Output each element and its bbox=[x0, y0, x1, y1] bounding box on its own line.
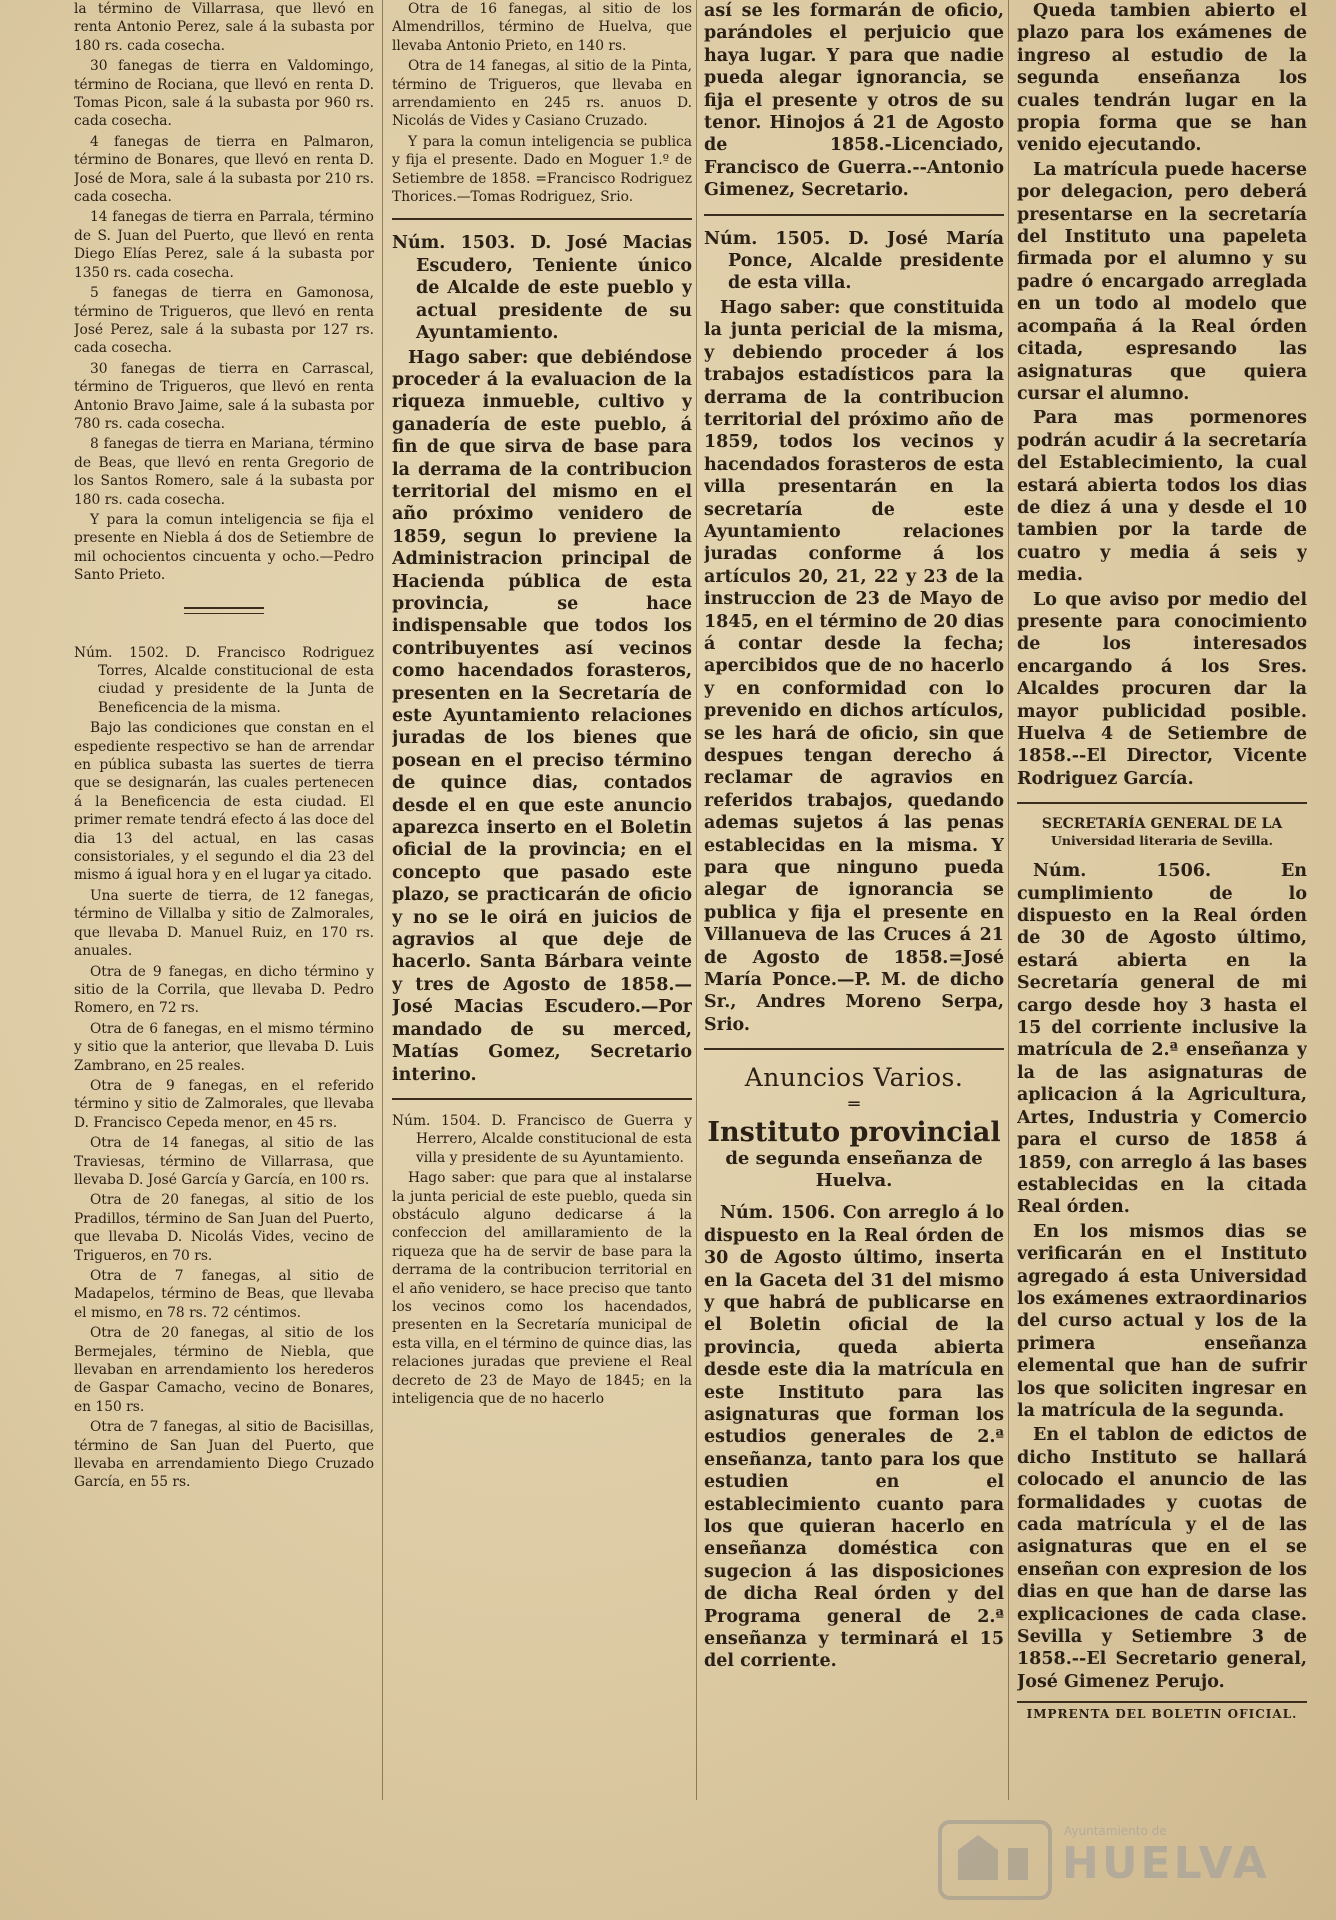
secretaria-subheading: Universidad literaria de Sevilla. bbox=[1051, 833, 1273, 849]
paragraph: Queda tambien abierto el plazo para los exámenes de ingreso al estudio de la segunda enseñanza los cuales tendrán lugar en la propia forma que se han venido ejecutando. bbox=[1017, 1, 1307, 156]
paragraph: la término de Villarrasa, que llevó en renta Antonio Perez, sale á la subasta por 180 rs. cada cosecha. bbox=[74, 1, 374, 54]
paragraph: 4 fanegas de tierra en Palmaron, término de Bonares, que llevó en renta D. José de Mora, sale á la subasta por 210 rs. cada cosecha. bbox=[74, 133, 374, 206]
section-rule bbox=[1017, 802, 1307, 804]
section-rule bbox=[392, 1098, 692, 1100]
paragraph: Otra de 14 fanegas, al sitio de la Pinta, término de Trigueros, que llevaba en arrendamiento en 245 rs. anuos D. Nicolás de Vides y Casiano Cruzado. bbox=[392, 58, 692, 130]
paragraph: Y para la comun inteligencia se fija el presente en Niebla á dos de Setiembre de mil ochocientos cincuenta y ocho.—Pedro Santo Prieto. bbox=[74, 511, 374, 584]
institute-subtitle: de segunda enseñanza de Huelva. bbox=[725, 1148, 983, 1192]
notice-heading: Núm. 1505. D. José María Ponce, Alcalde presidente de esta villa. bbox=[704, 228, 1004, 294]
paragraph: Bajo las condiciones que constan en el espediente respectivo se han de arrendar en pública subasta las suertes de tierra que se designarán, las cuales pertenecen á la Beneficencia de esta ciudad. El primer remate tendrá efecto á las doce del dia 13 del actual, en las casas consistoriales, y el segundo el dia 23 del mismo á igual hora y en el lugar ya citado. bbox=[74, 720, 374, 884]
column-rule bbox=[1008, 0, 1009, 1800]
paragraph: 8 fanegas de tierra en Mariana, término de Beas, que llevó en renta Gregorio de los Santos Romero, sale á la subasta por 180 rs. cada cosecha. bbox=[74, 436, 374, 508]
paragraph: Otra de 14 fanegas, al sitio de las Traviesas, término de Villarrasa, que llevaba D. José García y García, en 100 rs. bbox=[74, 1135, 374, 1188]
paragraph: Núm. 1506. En cumplimiento de lo dispuesto en la Real órden de 30 de Agosto último, estará abierta en la Secretaría general de mi cargo desde hoy 3 hasta el 15 del corriente inclusive la matrícula de 2.ª enseñanza y la de las asignaturas de aplicacion á la Agricultura, Artes, Industria y Comercio para el curso de 1858 á 1859, con arreglo á las bases establecidas en la citada Real órden. bbox=[1017, 861, 1307, 1218]
column-2 bbox=[392, 0, 692, 1800]
secretaria-heading: SECRETARÍA GENERAL DE LA bbox=[1041, 816, 1283, 833]
notice-heading: Núm. 1504. D. Francisco de Guerra y Herrero, Alcalde constitucional de esta villa y presidente de su Ayuntamiento. bbox=[392, 1112, 692, 1166]
paragraph: 30 fanegas de tierra en Valdomingo, término de Rociana, que llevó en renta D. Tomas Picon, sale á la subasta por 960 rs. cada cosecha. bbox=[74, 58, 374, 130]
paragraph: Una suerte de tierra, de 12 fanegas, término de Villalba y sitio de Zalmorales, que llevaba D. Manuel Ruiz, en 170 rs. anuales. bbox=[74, 887, 374, 960]
paragraph: En el tablon de edictos de dicho Instituto se hallará colocado el anuncio de las formalidades y cuotas de cada matrícula y el de las asignaturas que en el se enseñan con expresion de los dias en que han de darse las explicaciones de cada clase. Sevilla y Setiembre 3 de 1858.--El Secretario general, José Gimenez Perujo. bbox=[1017, 1425, 1307, 1692]
paragraph: 14 fanegas de tierra en Parrala, término de S. Juan del Puerto, que llevó en renta Diego Elías Perez, sale á la subasta por 1350 rs. cada cosecha. bbox=[74, 209, 374, 281]
column-rule bbox=[696, 0, 697, 1800]
watermark-caption: Ayuntamiento de bbox=[1064, 1824, 1167, 1838]
section-title: Anuncios Varios. bbox=[744, 1063, 964, 1093]
paragraph: Otra de 9 fanegas, en dicho término y sitio de la Corrila, que llevaba D. Pedro Romero, en 72 rs. bbox=[74, 963, 374, 1017]
paragraph: 5 fanegas de tierra en Gamonosa, término de Trigueros, que llevó en renta José Perez, sale á la subasta por 127 rs. cada cosecha. bbox=[74, 285, 374, 357]
section-rule bbox=[704, 1048, 1004, 1050]
paragraph: La matrícula puede hacerse por delegacion, pero deberá presentarse en la secretaría del Instituto una papeleta firmada por el alumno y su padre ó encargado arreglada en un todo al modelo que acompaña á la Real órden citada, espresando las asignaturas que quiera cursar el alumno. bbox=[1017, 159, 1307, 404]
paragraph: Otra de 7 fanegas, al sitio de Madapelos, término de Beas, que llevaba el mismo, en 78 rs. 72 céntimos. bbox=[74, 1268, 374, 1321]
institute-title: Instituto provincial bbox=[707, 1117, 1001, 1149]
paragraph: Y para la comun inteligencia se publica y fija el presente. Dado en Moguer 1.º de Setiembre de 1858. =Francisco Rodriguez Thorices.—Tomas Rodriguez, Srio. bbox=[392, 133, 692, 206]
column-3 bbox=[704, 0, 1004, 1800]
column-4 bbox=[1017, 0, 1307, 1800]
paragraph: Hago saber: que constituida la junta pericial de la misma, y debiendo proceder á los trabajos estadísticos para la derrama de la contribucion territorial del próximo año de 1859, todos los vecinos y hacendados forasteros de esta villa presentarán en la secretaría de este Ayuntamiento relaciones juradas conforme á los artículos 20, 21, 22 y 23 de la instruccion de 23 de Mayo de 1845, en el término de 20 dias á contar desde la fecha; apercibidos que de no hacerlo y en conformidad con lo prevenido en dichos artículos, se les hará de oficio, sin que despues tengan derecho á reclamar de agravios en referidos trabajos, quedando ademas sujetos á las penas establecidas en la misma. Y para que ninguno pueda alegar de ignorancia se publica y fija el presente en Villanueva de las Cruces á 21 de Agosto de 1858.=José María Ponce.—P. M. de dicho Sr., Andres Moreno Serpa, Srio. bbox=[704, 297, 1004, 1035]
paragraph: Para mas pormenores podrán acudir á la secretaría del Establecimiento, la cual estará abierta todos los dias de diez á una y desde el 10 tambien por la tarde de cuatro y media á seis y media. bbox=[1017, 408, 1307, 586]
section-separator bbox=[184, 607, 264, 614]
paragraph: así se les formarán de oficio, parándoles el perjuicio que haya lugar. Y para que nadie pueda alegar ignorancia, se fija el presente y otros de su tenor. Hinojos á 21 de Agosto de 1858.-Licenciado, Francisco de Guerra.--Antonio Gimenez, Secretario. bbox=[704, 1, 1004, 201]
column-rule bbox=[382, 0, 383, 1800]
printer-imprint: IMPRENTA DEL BOLETIN OFICIAL. bbox=[1026, 1707, 1298, 1722]
paragraph: Otra de 6 fanegas, en el mismo término y sitio que la anterior, que llevaba D. Luis Zambrano, en 25 reales. bbox=[74, 1020, 374, 1074]
section-rule bbox=[392, 218, 692, 220]
paragraph: Otra de 7 fanegas, al sitio de Bacisillas, término de San Juan del Puerto, que llevaba en arrendamiento Diego Cruzado García, en 55 rs. bbox=[74, 1419, 374, 1491]
paragraph: Núm. 1506. Con arreglo á lo dispuesto en la Real órden de 30 de Agosto último, inserta en la Gaceta del 31 del mismo y que habrá de publicarse en el Boletin oficial de la provincia, queda abierta desde este dia la matrícula en este Instituto para las asignaturas que forman los estudios generales de 2.ª enseñanza, tanto para los que estudien en el establecimiento cuanto para los que quieran hacerlo en enseñanza doméstica con sugecion á las disposiciones de dicha Real órden y del Programa general de 2.ª enseñanza y terminará el 15 del corriente. bbox=[704, 1203, 1004, 1672]
paragraph: Otra de 20 fanegas, al sitio de los Bermejales, término de Niebla, que llevaban en arrendamiento los herederos de Gaspar Camacho, vecino de Bonares, en 150 rs. bbox=[74, 1325, 374, 1415]
column-1 bbox=[74, 0, 374, 1800]
paragraph: En los mismos dias se verificarán en el Instituto agregado á esta Universidad los exámenes extraordinarios del curso actual y los de la primera enseñanza elemental que han de sufrir los que soliciten ingresar en la matrícula de la segunda. bbox=[1017, 1221, 1307, 1421]
paragraph: Otra de 20 fanegas, al sitio de los Pradillos, término de San Juan del Puerto, que llevaba D. Nicolás Vides, vecino de Trigueros, en 70 rs. bbox=[74, 1192, 374, 1264]
paragraph: Hago saber: que para que al instalarse la junta pericial de este pueblo, queda sin obstáculo alguno dedicarse á la confeccion del amillaramiento de la riqueza que ha de servir de base para la derrama de la contribucion territorial en el año venidero, se hace preciso que tanto los vecinos como los hacendados, presenten en la Secretaría municipal de esta villa, en el término de quince dias, las relaciones juradas que previene el Real decreto de 23 de Mayo de 1845; en la inteligencia que de no hacerlo bbox=[392, 1170, 692, 1407]
paragraph: Otra de 9 fanegas, en el referido término y sitio de Zalmorales, que llevaba D. Francisco Cepeda menor, en 45 rs. bbox=[74, 1077, 374, 1131]
paragraph: Otra de 16 fanegas, al sitio de los Almendrillos, término de Huelva, que llevaba Antonio Prieto, en 140 rs. bbox=[392, 1, 692, 54]
ornament: ═ bbox=[848, 1094, 860, 1116]
notice-heading: Núm. 1503. D. José Macias Escudero, Teniente único de Alcalde de este pueblo y actual presidente de su Ayuntamiento. bbox=[392, 233, 692, 344]
watermark-text: HUELVA bbox=[1062, 1838, 1270, 1889]
notice-heading: Núm. 1502. D. Francisco Rodriguez Torres, Alcalde constitucional de esta ciudad y presidente de la Junta de Beneficencia de la misma. bbox=[74, 644, 374, 716]
paragraph: Hago saber: que debiéndose proceder á la evaluacion de la riqueza inmueble, cultivo y ganadería de este pueblo, á fin de que sirva de base para la derrama de la contribucion territorial del mismo en el año próximo venidero de 1859, segun lo previene la Administracion principal de Hacienda pública de esta provincia, se hace indispensable que todos los contribuyentes así vecinos como hacendados forasteros, presenten en la Secretaría de este Ayuntamiento relaciones juradas de los bienes que posean en el preciso término de quince dias, contados desde el en que este anuncio aparezca inserto en el Boletin oficial de la provincia; en el concepto que pasado este plazo, se practicarán de oficio y no se le oirá en juicios de agravios al que deje de hacerlo. Santa Bárbara veinte y tres de Agosto de 1858.—José Macias Escudero.—Por mandado de su merced, Matías Gomez, Secretario interino. bbox=[392, 347, 692, 1085]
paragraph: 30 fanegas de tierra en Carrascal, término de Trigueros, que llevó en renta Antonio Bravo Jaime, sale á la subasta por 780 rs. cada cosecha. bbox=[74, 360, 374, 432]
section-rule bbox=[704, 214, 1004, 216]
section-rule bbox=[1017, 1701, 1307, 1703]
paragraph: Lo que aviso por medio del presente para conocimiento de los interesados encargando á los Sres. Alcaldes procuren dar la mayor publicidad posible. Huelva 4 de Setiembre de 1858.--El Director, Vicente Rodriguez García. bbox=[1017, 589, 1307, 789]
